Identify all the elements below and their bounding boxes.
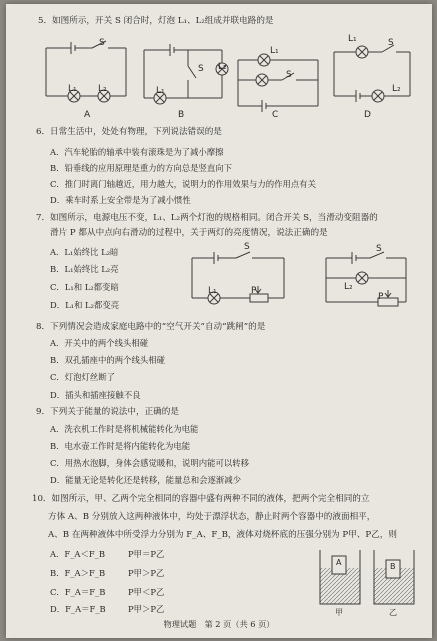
q9-stem: 9．下列关于能量的说法中，正确的是 (36, 407, 179, 417)
q8-option-a: A．开关中的两个线头相碰 (50, 338, 149, 348)
q6-option-c: C．推门时离门轴越近，用力越大，说明力的作用效果与力的作用点有关 (50, 179, 317, 189)
q5d-l1-label: L₁ (348, 34, 357, 44)
q9-option-a: A．洗衣机工作时是将机械能转化为电能 (50, 424, 199, 434)
q5-circuit-a (46, 36, 126, 108)
q7-option-b: B．L₁始终比 L₂亮 (50, 264, 119, 274)
q5d-l2-label: L₂ (392, 84, 401, 94)
q10-option-d-f: D．F_A＝F_B (50, 604, 106, 614)
q10-option-b-p: P甲＞P乙 (128, 568, 165, 578)
q7-right-l2-label: L₂ (344, 282, 353, 292)
q10-cube-a-label: A (336, 558, 342, 567)
q10-yi-label: 乙 (389, 608, 397, 617)
q10-option-a-f: A．F_A＜F_B (50, 549, 105, 559)
exam-page (6, 4, 432, 638)
q6-option-a: A．汽车轮胎的轴承中装有滚珠是为了减小摩擦 (50, 147, 224, 157)
q7-left-p-label: P (251, 286, 257, 296)
q7-option-a: A．L₁始终比 L₂暗 (50, 247, 119, 257)
q5-circuit-c (238, 48, 318, 110)
q5b-s-label: S (198, 64, 204, 74)
q7-stem-line1: 7．如图所示，电源电压不变，L₁、L₂两个灯泡的规格相同。闭合开关 S，当滑动变阻器的 (36, 213, 378, 223)
q9-option-c: C．用热水泡脚，身体会感觉暖和，说明内能可以转移 (50, 458, 250, 468)
q10-stem-line3: A、B 在两种液体中所受浮力分别为 F_A、F_B，液体对烧杯底的压强分别为 P甲、P乙，则 (48, 530, 397, 540)
q7-circuit-right (326, 252, 406, 310)
q5a-s-label: S (99, 38, 105, 48)
q7-circuit-left (192, 252, 284, 310)
q7-option-c: C．L₁和 L₂都变暗 (50, 282, 119, 292)
q7-right-p-label: P (378, 292, 384, 302)
q10-option-a-p: P甲＝P乙 (128, 549, 165, 559)
q5c-s-label: S (286, 70, 292, 80)
q5a-l1-label: L₁ (68, 84, 77, 94)
q6-option-b: B．铅垂线的应用原理是重力的方向总是竖直向下 (50, 163, 233, 173)
q10-stem-line2: 方体 A、B 分别放入这两种液体中，均处于漂浮状态，静止时两个容器中的液面相平， (48, 512, 376, 522)
q5b-l1-label: L₁ (156, 86, 165, 96)
q7-left-l1-label: L₁ (208, 286, 217, 296)
q7-right-s-label: S (376, 244, 382, 254)
q5d-s-label: S (388, 38, 394, 48)
q9-option-b: B．电水壶工作时是将内能转化为电能 (50, 441, 191, 451)
q5-circuit-b (144, 38, 222, 108)
q10-stem-line1: 10．如图所示，甲、乙两个完全相同的容器中盛有两种不同的液体，把两个完全相同的立 (32, 494, 370, 504)
q5-option-c: C (272, 110, 279, 120)
q7-stem-line2: 滑片 P 都从中点向右滑动的过程中，关于两灯的亮度情况，说法正确的是 (50, 228, 328, 238)
q5-stem: 5．如图所示，开关 S 闭合时，灯泡 L₁、L₂组成并联电路的是 (38, 16, 274, 26)
q10-option-c-f: C．F_A＝F_B (50, 587, 106, 597)
q10-option-d-p: P甲＞P乙 (128, 604, 165, 614)
q5b-l2-label: L₂ (218, 62, 227, 72)
q10-containers-figure (320, 550, 420, 608)
q8-option-b: B．双孔插座中的两个线头相碰 (50, 355, 166, 365)
q10-cube-b-label: B (390, 562, 396, 571)
q6-option-d: D．乘车时系上安全带是为了减小惯性 (50, 195, 191, 205)
q10-option-c-p: P甲＜P乙 (128, 587, 165, 597)
q9-option-d: D．能量无论是转化还是转移，能量总和会逐渐减少 (50, 475, 241, 485)
q5-option-d: D (364, 110, 371, 120)
q8-option-d: D．插头和插座接触不良 (50, 390, 141, 400)
q7-left-s-label: S (244, 242, 250, 252)
q5a-l2-label: L₂ (98, 84, 107, 94)
q10-jia-label: 甲 (335, 608, 343, 617)
q5c-l1-label: L₁ (270, 46, 279, 56)
q10-option-b-f: B．F_A＞F_B (50, 568, 106, 578)
q7-option-d: D．L₁和 L₂都变亮 (50, 300, 120, 310)
q6-stem: 6．日常生活中，处处有物理，下列说法错误的是 (36, 127, 222, 137)
q5-option-b: B (178, 110, 185, 120)
page-footer: 物理试题 第 2 页（共 6 页） (163, 619, 275, 629)
q5-option-a: A (84, 110, 91, 120)
q8-option-c: C．灯泡灯丝断了 (50, 372, 116, 382)
q8-stem: 8．下列情况会造成家庭电路中的“空气开关”自动“跳闸”的是 (36, 322, 266, 332)
